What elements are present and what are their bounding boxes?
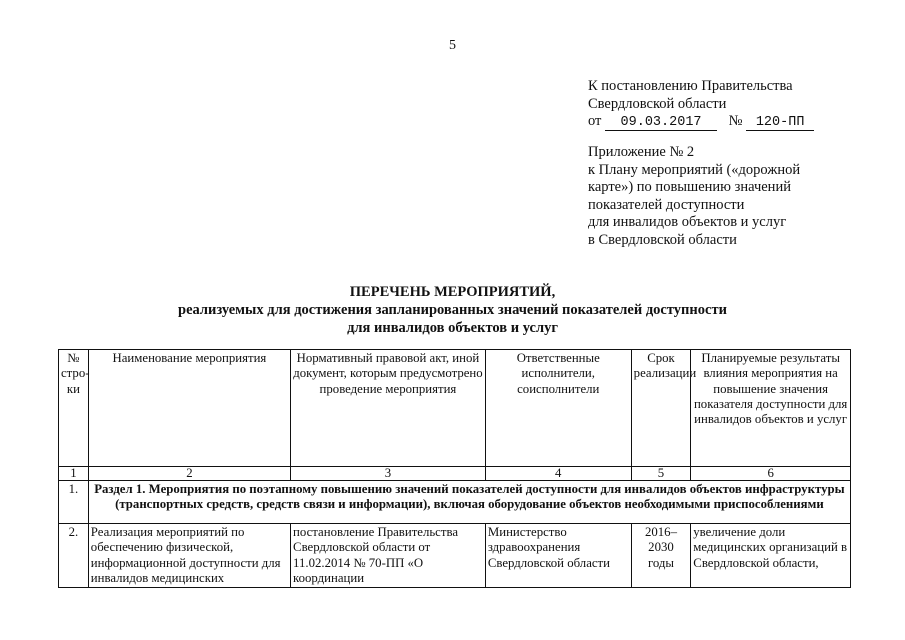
section-row [59,481,851,524]
row-term: 2016–2030 годы [631,524,691,588]
approval-block [588,78,888,131]
approval-line-2: Свердловской области [588,95,727,112]
row-legal-act: постановление Правительства Свердловской области от 11.02.2014 № 70-ПП «О координации [291,524,486,588]
row-result: увеличение доли медицинских организаций в Свердловской области, [691,524,851,588]
header-cell: № стро-ки [59,350,89,467]
column-number-row [59,467,851,481]
title-line-3: для инвалидов объектов и услуг [347,320,558,336]
appendix-line: в Свердловской области [588,231,737,248]
row-number: 2. [59,524,89,588]
table-row [59,524,851,588]
appendix-line: Приложение № 2 [588,144,695,160]
appendix-block [588,144,888,249]
number-prefix: № [728,113,743,129]
approval-line-1: К постановлению Правительства [588,78,793,94]
column-number: 3 [291,467,486,481]
header-cell: Планируемые результаты влияния мероприятия на повышение значения показателя доступности для инвалидов объектов и услуг [691,350,851,467]
column-number: 4 [485,467,631,481]
document-title [0,283,905,337]
header-cell: Нормативный правовой акт, иной документ, которым предусмотрено проведение мероприятия [291,350,486,467]
approval-date-line [588,113,888,131]
header-cell: Срок реализации [631,350,691,467]
title-line-1: ПЕРЕЧЕНЬ МЕРОПРИЯТИЙ, [349,284,556,300]
header-cell: Ответственные исполнители, соисполнители [485,350,631,467]
column-number: 5 [631,467,691,481]
row-measure-name: Реализация мероприятий по обеспечению физической, информационной доступности для инвалидов медицинских [88,524,290,588]
column-number: 6 [691,467,851,481]
row-executors: Министерство здравоохранения Свердловской области [485,524,631,588]
measures-table [58,349,851,588]
approval-number: 120-ПП [746,116,814,131]
appendix-line: к Плану мероприятий («дорожной [588,161,801,178]
approval-date: 09.03.2017 [605,116,717,131]
column-number: 1 [59,467,89,481]
title-line-2: реализуемых для достижения запланированных значений показателей доступности [178,302,727,318]
appendix-line: показателей доступности [588,196,745,213]
column-number: 2 [88,467,290,481]
header-cell: Наименование мероприятия [88,350,290,467]
page-number: 5 [449,38,456,53]
section-number: 1. [59,481,89,524]
table-header-row [59,350,851,467]
section-title: Раздел 1. Мероприятия по поэтапному повышению значений показателей доступности для инвалидов объектов инфраструктуры (транспортных средств, средств связи и информации), включая оборудование объектов необходимыми приспособлениями [88,481,850,524]
appendix-line: карте») по повышению значений [588,179,791,195]
appendix-line: для инвалидов объектов и услуг [588,214,787,230]
date-prefix: от [588,113,602,129]
